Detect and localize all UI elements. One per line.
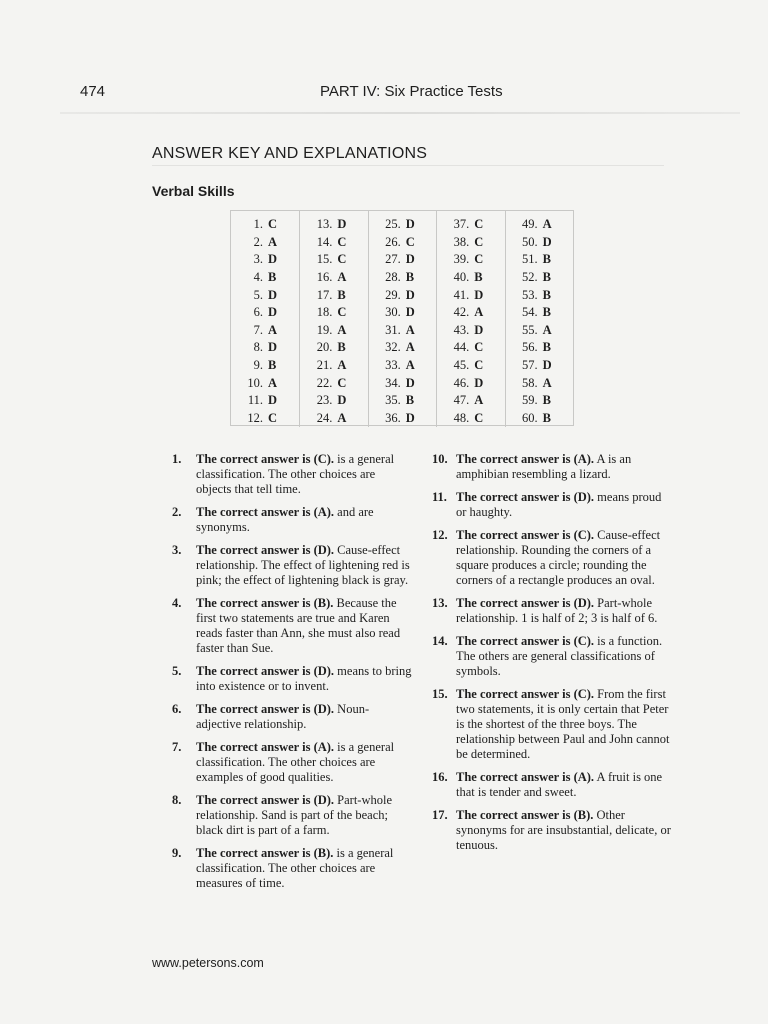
answer-key-entry [231, 269, 299, 287]
question-number: 37. [453, 217, 470, 232]
question-number: 43. [453, 322, 470, 337]
answer-key-entry [300, 216, 367, 234]
explanation-text: A is an amphibian resembling a lizard. [456, 452, 632, 481]
question-number: 1. [253, 217, 263, 232]
answer-key-entry [231, 322, 299, 340]
answer-key-entry [369, 269, 436, 287]
answer-letter: B [268, 270, 277, 285]
answer-key-entry [369, 304, 436, 322]
title-rule [152, 165, 664, 166]
explanation-lead: The correct answer is (D). [456, 596, 595, 610]
question-number: 20. [316, 340, 333, 355]
question-number: 36. [385, 410, 401, 425]
answer-key-entry [300, 269, 367, 287]
explanation-item [432, 490, 672, 520]
explanation-text: A fruit is one that is tender and sweet. [456, 770, 663, 799]
answer-key-entry [231, 357, 299, 375]
explanation-number: 3. [172, 543, 182, 557]
question-number: 26. [385, 234, 401, 249]
answer-key-entry [231, 234, 299, 252]
answer-letter: C [474, 252, 484, 267]
question-number: 51. [521, 252, 538, 267]
explanation-lead: The correct answer is (D). [196, 543, 335, 557]
explanation-lead: The correct answer is (D). [196, 702, 335, 716]
answer-key-entry [231, 392, 299, 410]
question-number: 8. [253, 340, 263, 355]
explanation-lead: The correct answer is (C). [456, 528, 595, 542]
answer-key-entry [506, 216, 573, 234]
question-number: 56. [521, 340, 538, 355]
question-number: 22. [316, 375, 333, 390]
question-number: 11. [247, 393, 263, 408]
explanation-lead: The correct answer is (B). [196, 596, 334, 610]
explanation-number: 9. [172, 846, 182, 860]
answer-key-entry [300, 322, 367, 340]
answer-key-entry [300, 304, 367, 322]
question-number: 49. [521, 217, 538, 232]
answer-key-entry [437, 374, 504, 392]
question-number: 59. [521, 393, 538, 408]
answer-letter: D [474, 287, 484, 302]
answer-letter: C [474, 217, 484, 232]
explanation-number: 1. [172, 452, 182, 466]
answer-key-column [299, 211, 367, 427]
explanation-lead: The correct answer is (C). [456, 687, 595, 701]
question-number: 33. [385, 358, 401, 373]
question-number: 50. [521, 234, 538, 249]
answer-key-entry [300, 374, 367, 392]
question-number: 7. [253, 322, 263, 337]
answer-key-entry [437, 269, 504, 287]
question-number: 18. [316, 305, 333, 320]
question-number: 28. [385, 270, 401, 285]
explanation-text: and are synonyms. [196, 505, 374, 534]
answer-key-entry [506, 286, 573, 304]
answer-key-column [436, 211, 504, 427]
explanation-text: Cause-effect relationship. The effect of lightening red is pink; the effect of lightening black is gray. [196, 543, 410, 587]
question-number: 39. [453, 252, 470, 267]
question-number: 17. [316, 287, 333, 302]
answer-letter: B [542, 305, 551, 320]
answer-key-entry [369, 322, 436, 340]
question-number: 5. [253, 287, 263, 302]
answer-key-entry [506, 234, 573, 252]
answer-key-entry [437, 304, 504, 322]
answer-key-entry [300, 357, 367, 375]
explanation-lead: The correct answer is (D). [196, 793, 335, 807]
question-number: 25. [385, 217, 401, 232]
answer-key-column [231, 211, 299, 427]
answer-letter: A [542, 217, 552, 232]
explanation-text: Part-whole relationship. Sand is part of the beach; black dirt is part of a farm. [196, 793, 393, 837]
running-head: PART IV: Six Practice Tests [320, 83, 503, 100]
answer-key-entry [231, 251, 299, 269]
answer-key-entry [231, 286, 299, 304]
explanation-item [172, 702, 412, 732]
answer-letter: B [542, 252, 551, 267]
answer-key-entry [300, 286, 367, 304]
answer-key-entry [437, 392, 504, 410]
question-number: 48. [453, 410, 470, 425]
answer-letter: D [405, 217, 415, 232]
answer-key-entry [369, 234, 436, 252]
question-number: 55. [521, 322, 538, 337]
answer-key-column [368, 211, 436, 427]
answer-letter: C [337, 305, 347, 320]
answer-key-entry [300, 392, 367, 410]
answer-letter: D [268, 340, 278, 355]
question-number: 15. [316, 252, 333, 267]
answer-letter: B [405, 393, 415, 408]
explanation-number: 16. [432, 770, 448, 784]
answer-letter: B [268, 358, 277, 373]
answer-letter: B [337, 287, 346, 302]
answer-letter: A [405, 358, 415, 373]
question-number: 32. [385, 340, 401, 355]
answer-letter: D [337, 393, 347, 408]
answer-key-entry [506, 357, 573, 375]
answer-letter: A [474, 393, 484, 408]
answer-letter: B [542, 270, 551, 285]
answer-key-entry [369, 357, 436, 375]
explanation-number: 15. [432, 687, 448, 701]
explanation-text: means proud or haughty. [456, 490, 662, 519]
answer-letter: C [337, 234, 347, 249]
answer-letter: B [542, 340, 551, 355]
answer-letter: A [405, 340, 415, 355]
answer-letter: D [405, 287, 415, 302]
question-number: 52. [521, 270, 538, 285]
explanation-number: 7. [172, 740, 182, 754]
answer-key-entry [506, 251, 573, 269]
answer-letter: A [337, 270, 347, 285]
answer-letter: C [268, 410, 278, 425]
explanation-number: 8. [172, 793, 182, 807]
answer-key-table [230, 210, 574, 426]
answer-key-entry [300, 251, 367, 269]
question-number: 41. [453, 287, 470, 302]
question-number: 27. [385, 252, 401, 267]
answer-key-entry [369, 286, 436, 304]
answer-key-entry [506, 322, 573, 340]
footer-url: www.petersons.com [152, 956, 264, 970]
explanation-text: Part-whole relationship. 1 is half of 2; 3 is half of 6. [456, 596, 658, 625]
explanation-lead: The correct answer is (D). [456, 490, 595, 504]
explanation-lead: The correct answer is (C). [456, 634, 595, 648]
answer-key-entry [437, 216, 504, 234]
answer-key-entry [369, 216, 436, 234]
answer-key-entry [437, 322, 504, 340]
explanation-item [172, 793, 412, 838]
explanation-lead: The correct answer is (C). [196, 452, 335, 466]
explanation-item [432, 770, 672, 800]
explanation-item [172, 846, 412, 891]
answer-key-entry [231, 374, 299, 392]
answer-key-entry [437, 234, 504, 252]
answer-letter: B [542, 393, 551, 408]
answer-letter: D [337, 217, 347, 232]
answer-key-entry [369, 410, 436, 428]
answer-key-entry [369, 339, 436, 357]
explanation-text: Other synonyms for are insubstantial, delicate, or tenuous. [456, 808, 671, 852]
question-number: 60. [521, 410, 538, 425]
page-number: 474 [80, 83, 106, 100]
explanation-item [172, 505, 412, 535]
answer-letter: D [405, 305, 415, 320]
question-number: 3. [253, 252, 263, 267]
answer-letter: A [337, 410, 347, 425]
answer-letter: C [337, 252, 347, 267]
answer-letter: D [268, 287, 278, 302]
explanations-right-column [432, 452, 672, 861]
answer-key-entry [437, 357, 504, 375]
answer-letter: C [474, 340, 484, 355]
answer-letter: A [268, 322, 278, 337]
answer-letter: D [268, 393, 278, 408]
explanation-item [432, 808, 672, 853]
explanation-item [432, 634, 672, 679]
explanation-text: Cause-effect relationship. Rounding the corners of a square produces a circle; rounding the corners of a rectangle produces an oval. [456, 528, 661, 587]
answer-letter: B [542, 410, 551, 425]
explanation-lead: The correct answer is (B). [456, 808, 594, 822]
answer-letter: B [474, 270, 483, 285]
subsection-title: Verbal Skills [152, 183, 235, 199]
answer-letter: B [405, 270, 415, 285]
answer-key-entry [300, 339, 367, 357]
question-number: 40. [453, 270, 470, 285]
question-number: 42. [453, 305, 470, 320]
answer-letter: A [542, 322, 552, 337]
answer-letter: A [337, 358, 347, 373]
explanation-lead: The correct answer is (A). [196, 740, 335, 754]
explanation-item [432, 596, 672, 626]
answer-letter: D [405, 252, 415, 267]
answer-key-entry [231, 410, 299, 428]
explanations-left-column [172, 452, 412, 899]
explanation-number: 12. [432, 528, 448, 542]
explanation-text: From the first two statements, it is only certain that Peter is the shortest of the three boys. The relationship between Paul and John cannot be determined. [456, 687, 670, 761]
answer-letter: D [268, 305, 278, 320]
explanation-number: 17. [432, 808, 448, 822]
question-number: 57. [521, 358, 538, 373]
answer-key-entry [506, 410, 573, 428]
explanation-number: 6. [172, 702, 182, 716]
question-number: 12. [247, 410, 263, 425]
answer-key-entry [437, 410, 504, 428]
question-number: 44. [453, 340, 470, 355]
explanation-item [432, 528, 672, 588]
answer-key-entry [369, 251, 436, 269]
explanation-text: Noun-adjective relationship. [196, 702, 370, 731]
answer-letter: C [474, 234, 484, 249]
answer-key-entry [506, 304, 573, 322]
answer-letter: B [337, 340, 346, 355]
explanation-item [172, 664, 412, 694]
answer-letter: A [268, 375, 278, 390]
explanation-lead: The correct answer is (A). [196, 505, 335, 519]
question-number: 34. [385, 375, 401, 390]
explanation-text: is a general classification. The other choices are examples of good qualities. [196, 740, 395, 784]
explanation-lead: The correct answer is (B). [196, 846, 334, 860]
answer-letter: A [405, 322, 415, 337]
answer-letter: A [542, 375, 552, 390]
question-number: 2. [253, 234, 263, 249]
question-number: 4. [253, 270, 263, 285]
answer-key-entry [437, 286, 504, 304]
answer-key-entry [300, 410, 367, 428]
question-number: 24. [316, 410, 333, 425]
explanation-item [172, 543, 412, 588]
answer-letter: A [268, 234, 278, 249]
answer-letter: D [542, 358, 552, 373]
explanation-number: 4. [172, 596, 182, 610]
question-number: 53. [521, 287, 538, 302]
answer-letter: C [405, 234, 415, 249]
answer-letter: D [405, 375, 415, 390]
answer-letter: C [474, 410, 484, 425]
question-number: 9. [253, 358, 263, 373]
question-number: 19. [316, 322, 333, 337]
explanation-number: 10. [432, 452, 448, 466]
answer-letter: A [474, 305, 484, 320]
question-number: 23. [316, 393, 333, 408]
answer-key-entry [369, 392, 436, 410]
question-number: 58. [521, 375, 538, 390]
header-rule [60, 112, 740, 114]
answer-key-entry [231, 216, 299, 234]
answer-letter: C [474, 358, 484, 373]
explanation-number: 11. [432, 490, 447, 504]
answer-letter: D [474, 375, 484, 390]
explanation-lead: The correct answer is (D). [196, 664, 335, 678]
question-number: 31. [385, 322, 401, 337]
explanation-text: means to bring into existence or to invent. [196, 664, 412, 693]
question-number: 45. [453, 358, 470, 373]
explanation-lead: The correct answer is (A). [456, 452, 595, 466]
answer-key-entry [506, 339, 573, 357]
question-number: 35. [385, 393, 401, 408]
answer-letter: B [542, 287, 551, 302]
explanation-item [432, 687, 672, 762]
question-number: 13. [316, 217, 333, 232]
explanation-item [172, 740, 412, 785]
question-number: 30. [385, 305, 401, 320]
answer-key-entry [300, 234, 367, 252]
explanation-item [432, 452, 672, 482]
question-number: 47. [453, 393, 470, 408]
explanation-number: 14. [432, 634, 448, 648]
answer-letter: D [474, 322, 484, 337]
answer-letter: D [268, 252, 278, 267]
explanation-number: 2. [172, 505, 182, 519]
answer-letter: C [268, 217, 278, 232]
explanation-text: is a general classification. The other choices are objects that tell time. [196, 452, 395, 496]
answer-key-entry [506, 392, 573, 410]
question-number: 29. [385, 287, 401, 302]
answer-key-entry [231, 304, 299, 322]
explanation-lead: The correct answer is (A). [456, 770, 595, 784]
answer-letter: D [542, 234, 552, 249]
question-number: 38. [453, 234, 470, 249]
answer-key-entry [506, 269, 573, 287]
answer-key-entry [369, 374, 436, 392]
question-number: 54. [521, 305, 538, 320]
question-number: 16. [316, 270, 333, 285]
answer-key-entry [437, 251, 504, 269]
answer-letter: C [337, 375, 347, 390]
explanation-item [172, 452, 412, 497]
answer-letter: D [405, 410, 415, 425]
explanation-item [172, 596, 412, 656]
section-title: ANSWER KEY AND EXPLANATIONS [152, 145, 428, 162]
explanation-number: 13. [432, 596, 448, 610]
question-number: 6. [253, 305, 263, 320]
explanation-text: is a function. The others are general classifications of symbols. [456, 634, 663, 678]
question-number: 21. [316, 358, 333, 373]
answer-key-entry [506, 374, 573, 392]
answer-key-column [505, 211, 573, 427]
question-number: 10. [247, 375, 263, 390]
answer-key-entry [437, 339, 504, 357]
explanation-text: Because the first two statements are true and Karen reads faster than Ann, she must also read faster than Sue. [196, 596, 401, 655]
answer-key-entry [231, 339, 299, 357]
explanation-text: is a general classification. The other choices are measures of time. [196, 846, 394, 890]
answer-letter: A [337, 322, 347, 337]
explanation-number: 5. [172, 664, 182, 678]
question-number: 46. [453, 375, 470, 390]
question-number: 14. [316, 234, 333, 249]
